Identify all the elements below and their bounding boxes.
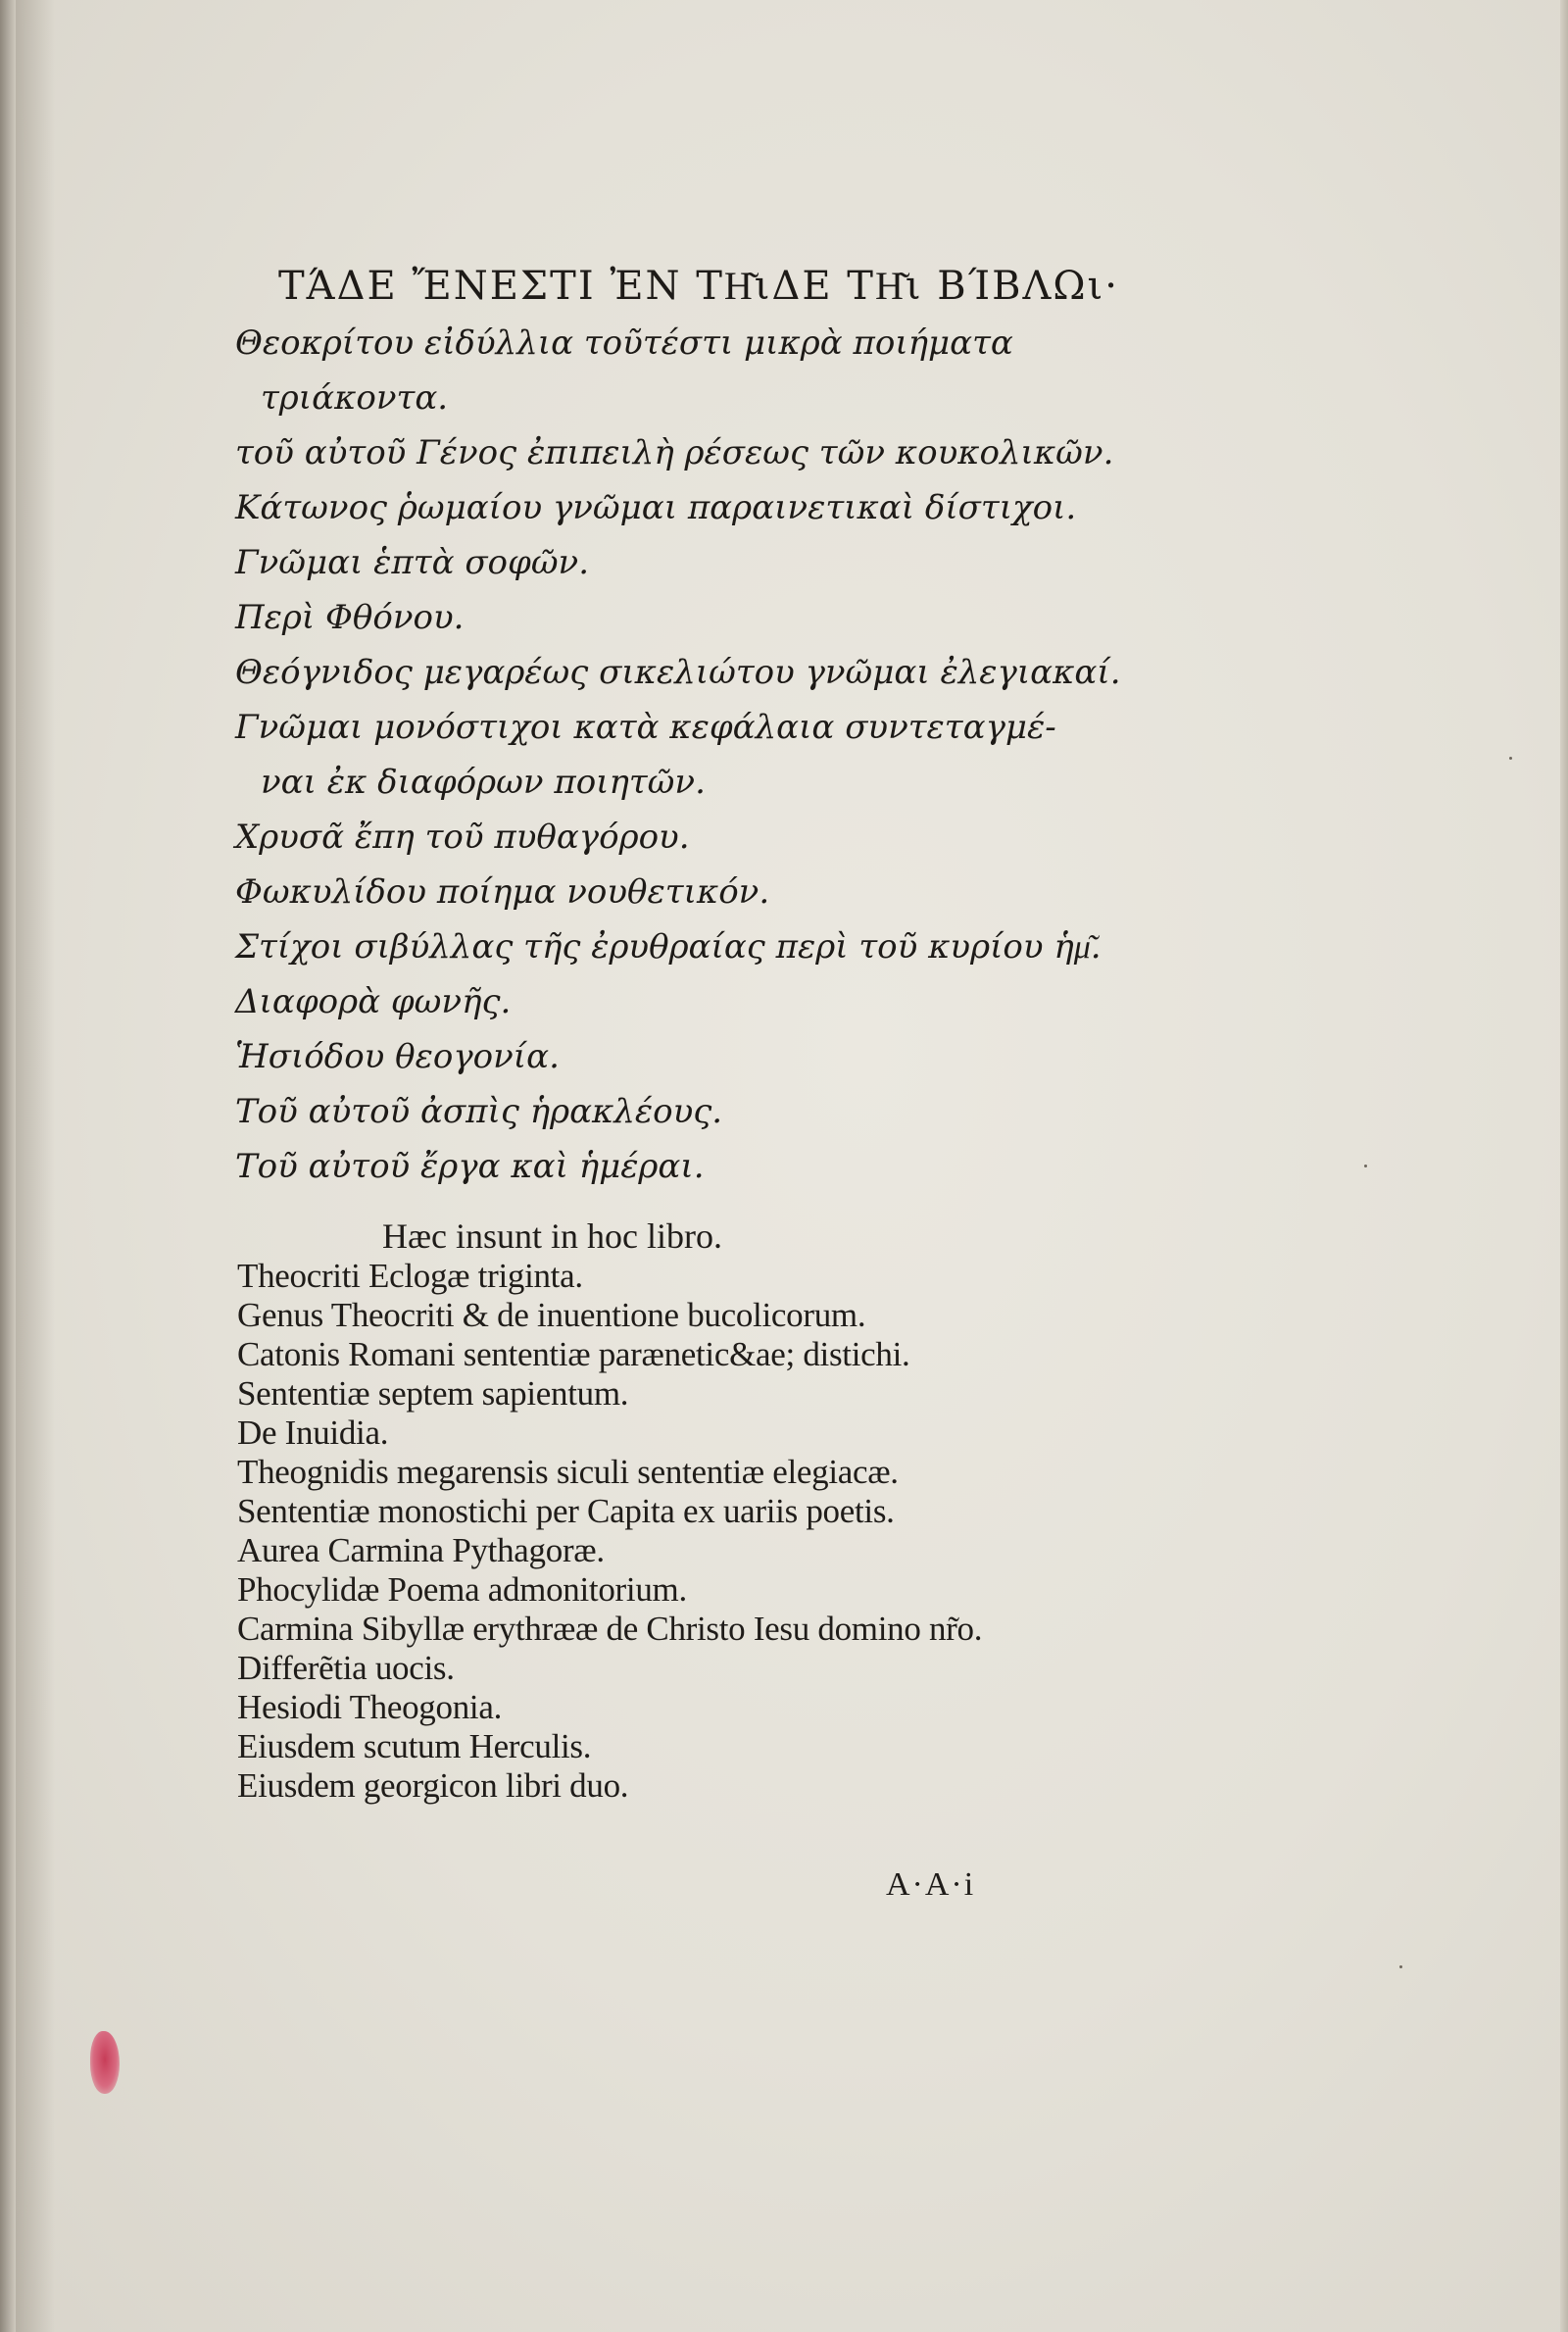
latin-entry: Eiusdem scutum Herculis. — [237, 1727, 592, 1765]
paper-speck — [1399, 1965, 1402, 1968]
greek-entry: τοῦ αὐτοῦ Γένος ἐπιπειλὴ ρέσεως τῶν κουκολικῶν. — [235, 433, 1114, 472]
signature-mark: A·A·i — [886, 1866, 976, 1903]
latin-entry: Sententiæ septem sapientum. — [237, 1374, 629, 1413]
latin-entry: Hesiodi Theogonia. — [237, 1688, 503, 1726]
binding-edge — [0, 0, 16, 2332]
greek-entry: Θεόγνιδος μεγαρέως σικελιώτου γνῶμαι ἐλεγιακαί. — [235, 653, 1121, 692]
latin-entry: Differẽtia uocis. — [237, 1649, 455, 1687]
greek-entry: Φωκυλίδου ποίημα νουθετικόν. — [235, 872, 770, 912]
red-ink-stain — [90, 2031, 120, 2094]
latin-heading: Hæc insunt in hoc libro. — [382, 1216, 722, 1256]
greek-entry: Τοῦ αὐτοῦ ἀσπὶς ἡρακλέους. — [235, 1092, 723, 1131]
latin-entry: Eiusdem georgicon libri duo. — [237, 1766, 629, 1805]
greek-table-of-contents — [235, 257, 1121, 1194]
greek-entry: Περὶ Φθόνου. — [235, 598, 465, 637]
latin-entry: Catonis Romani sententiæ parænetic&ae; distichi. — [237, 1335, 910, 1373]
greek-heading: ΤΆΔΕ ἜΝΕΣΤΙ ἘΝ ΤΗ͂ιΔΕ ΤΗ͂ι ΒΊΒΛΩι· — [278, 264, 1119, 309]
latin-entry: Aurea Carmina Pythagoræ. — [237, 1531, 605, 1569]
greek-entry: Γνῶμαι ἑπτὰ σοφῶν. — [235, 543, 590, 582]
greek-entry: Θεοκρίτου εἰδύλλια τοῦτέστι μικρὰ ποιήματα — [235, 323, 1013, 363]
latin-entry: Carmina Sibyllæ erythrææ de Christo Iesu domino nr̃o. — [237, 1610, 983, 1648]
greek-entry: Χρυσᾶ ἔπη τοῦ πυθαγόρου. — [235, 818, 690, 857]
latin-table-of-contents — [237, 1216, 1080, 1806]
greek-entry: Διαφορὰ φωνῆς. — [235, 982, 512, 1021]
gutter-shadow — [16, 0, 55, 2332]
page-right-edge — [1560, 0, 1568, 2332]
greek-entry-continuation: τριάκοντα. — [261, 378, 449, 418]
greek-entry: Στίχοι σιβύλλας τῆς ἐρυθραίας περὶ τοῦ κυρίου ἡμ͂. — [235, 927, 1102, 967]
latin-entry: De Inuidia. — [237, 1414, 389, 1452]
latin-entry: Theognidis megarensis siculi sententiæ elegiacæ. — [237, 1453, 899, 1491]
greek-entry: Γνῶμαι μονόστιχοι κατὰ κεφάλαια συντεταγμέ- — [235, 708, 1056, 747]
paper-speck — [1509, 757, 1512, 760]
latin-entry: Theocriti Eclogæ triginta. — [237, 1257, 583, 1295]
greek-entry: Ἡσιόδου θεογονία. — [235, 1037, 560, 1076]
paper-speck — [1364, 1165, 1367, 1167]
latin-entry: Genus Theocriti & de inuentione bucolicorum. — [237, 1296, 866, 1334]
greek-entry: Τοῦ αὐτοῦ ἔργα καὶ ἡμέραι. — [235, 1147, 705, 1186]
latin-entry: Sententiæ monostichi per Capita ex uariis poetis. — [237, 1492, 895, 1530]
latin-entry: Phocylidæ Poema admonitorium. — [237, 1570, 687, 1609]
greek-entry: Κάτωνος ῥωμαίου γνῶμαι παραινετικαὶ δίστιχοι. — [235, 488, 1077, 527]
greek-entry-continuation: ναι ἐκ διαφόρων ποιητῶν. — [261, 763, 706, 802]
